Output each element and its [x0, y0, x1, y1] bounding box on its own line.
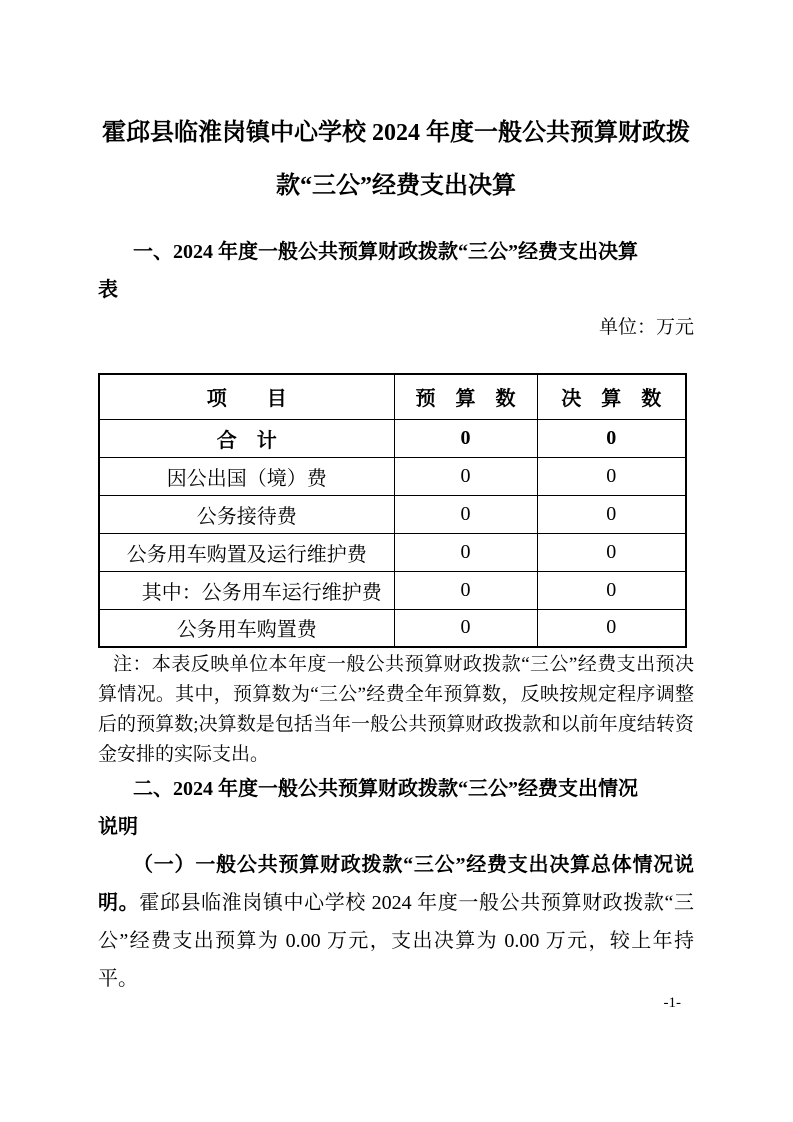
row-abroad-name: 因公出国（境）费: [99, 457, 394, 495]
column-header-budget: 预 算 数: [394, 374, 537, 419]
row-vehicle-purchase-budget: 0: [394, 609, 537, 647]
row-reception-final: 0: [537, 495, 686, 533]
column-header-final: 决 算 数: [537, 374, 686, 419]
row-vehicle-operation-final: 0: [537, 571, 686, 609]
row-total-budget: 0: [394, 419, 537, 457]
table-row-vehicle-operation: [99, 571, 686, 609]
table-row-vehicle-purchase: [99, 609, 686, 647]
document-title: [98, 107, 694, 213]
overall-situation-paragraph: [98, 846, 694, 998]
table-row-reception: [99, 495, 686, 533]
row-vehicle-total-name: 公务用车购置及运行维护费: [99, 533, 394, 571]
overall-situation-text: 霍邱县临淮岗镇中心学校 2024 年度一般公共预算财政拨款“三公”经费支出预算为 0.00 万元，支出决算为 0.00 万元，较上年持平。: [98, 892, 694, 990]
column-header-item: 项 目: [99, 374, 394, 419]
section1-heading: [98, 233, 694, 309]
row-vehicle-purchase-name: 公务用车购置费: [99, 609, 394, 647]
row-total-name: 合 计: [99, 419, 394, 457]
row-vehicle-purchase-final: 0: [537, 609, 686, 647]
row-reception-name: 公务接待费: [99, 495, 394, 533]
table-note: 注：本表反映单位本年度一般公共预算财政拨款“三公”经费支出预决算情况。其中，预算数为“三公”经费全年预算数，反映按规定程序调整后的预算数;决算数是包括当年一般公共预算财政拨款和以前年度结转资金安排的实际支出。: [98, 654, 694, 765]
section2-heading: [98, 770, 694, 846]
row-vehicle-operation-name: 其中：公务用车运行维护费: [99, 571, 394, 609]
page-number: -1-: [663, 995, 681, 1011]
table-row-vehicle-total: [99, 533, 686, 571]
table-row-total: [99, 419, 686, 457]
three-public-expense-table: [98, 373, 687, 648]
section1-heading-line2: 表: [98, 279, 118, 301]
row-vehicle-operation-budget: 0: [394, 571, 537, 609]
section2-heading-line1: 二、2024 年度一般公共预算财政拨款“三公”经费支出情况: [133, 778, 638, 800]
row-reception-budget: 0: [394, 495, 537, 533]
document-title-line2: 款“三公”经费支出决算: [276, 173, 516, 199]
row-vehicle-total-final: 0: [537, 533, 686, 571]
overall-situation-lead: （一）一般公共预算财政拨款“三公”经费支出决算总体情况说明。: [98, 854, 694, 914]
table-row-abroad: [99, 457, 686, 495]
unit-label: 单位：万元: [598, 317, 694, 338]
section1-heading-line1: 一、2024 年度一般公共预算财政拨款“三公”经费支出决算: [133, 241, 638, 263]
row-total-final: 0: [537, 419, 686, 457]
row-vehicle-total-budget: 0: [394, 533, 537, 571]
section2-heading-line2: 说明: [98, 816, 138, 838]
table-header-row: [99, 374, 686, 419]
row-abroad-final: 0: [537, 457, 686, 495]
document-title-line1: 霍邱县临淮岗镇中心学校 2024 年度一般公共预算财政拨: [102, 120, 690, 146]
row-abroad-budget: 0: [394, 457, 537, 495]
